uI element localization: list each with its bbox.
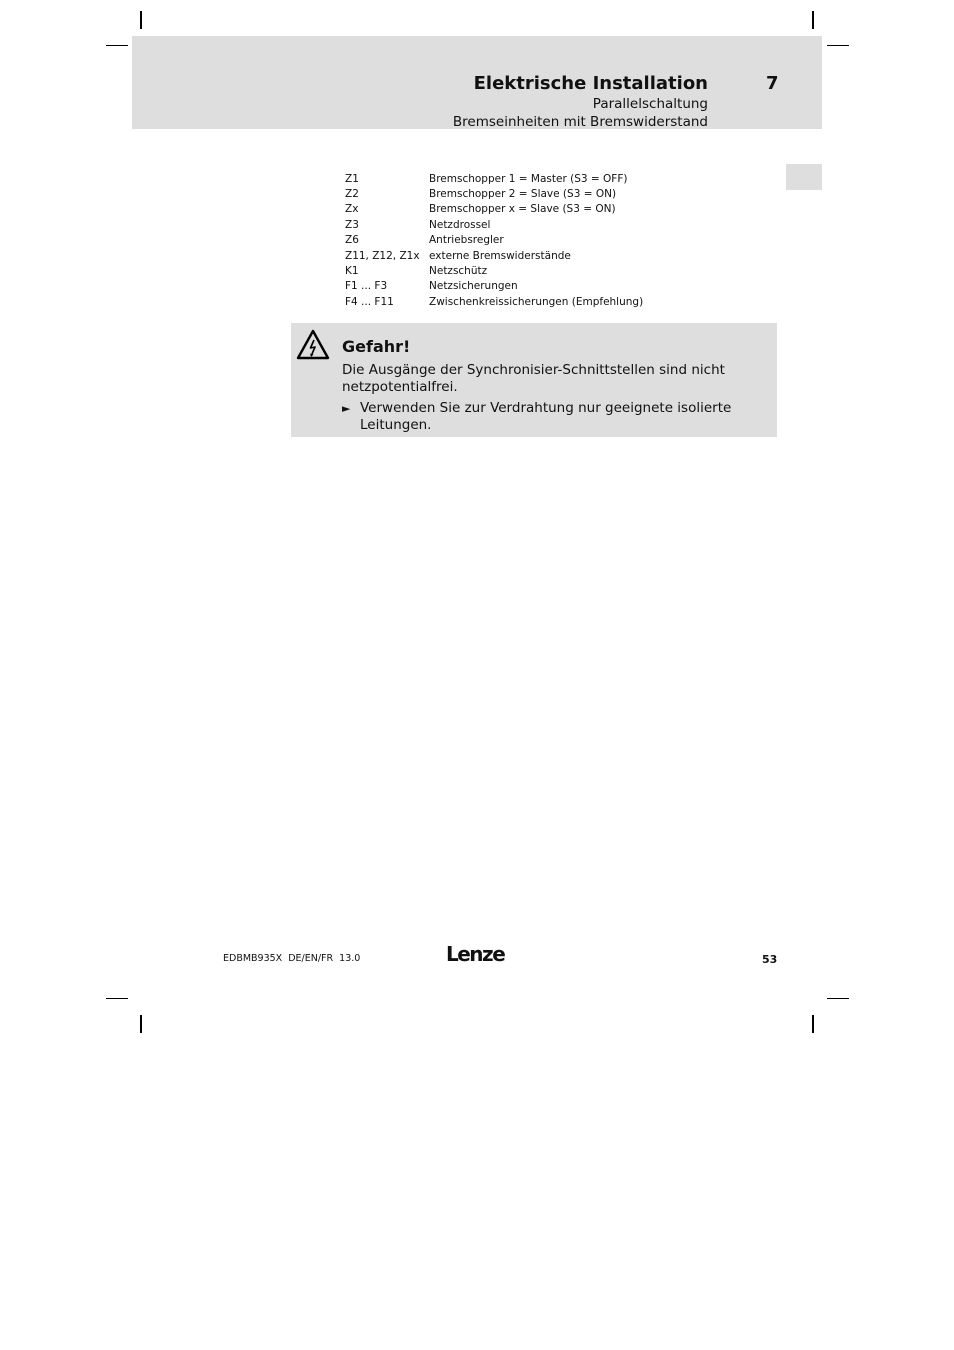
crop-mark — [827, 998, 849, 999]
table-row — [345, 171, 643, 186]
legend-description: externe Bremswiderstände — [429, 249, 571, 262]
chapter-side-tab — [786, 164, 822, 190]
table-row — [345, 202, 643, 217]
danger-title: Gefahr! — [342, 337, 411, 356]
danger-action-item — [342, 400, 762, 434]
legend-description: Antriebsregler — [429, 234, 504, 247]
section-subtitle: Parallelschaltung — [592, 96, 708, 112]
table-row — [345, 233, 643, 248]
legend-code: Z1 — [345, 172, 359, 185]
crop-mark — [812, 11, 814, 29]
legend-code: Z2 — [345, 188, 359, 201]
legend-description: Netzdrossel — [429, 218, 491, 231]
table-row — [345, 217, 643, 232]
page-number: 53 — [762, 953, 778, 966]
legend-code: Z11, Z12, Z1x — [345, 249, 420, 262]
lenze-logo: Lenze — [446, 942, 505, 966]
danger-text: Die Ausgänge der Synchronisier-Schnittstellen sind nicht netzpotentialfrei. — [342, 362, 725, 395]
legend-code: F4 ... F11 — [345, 295, 394, 308]
table-row — [345, 186, 643, 201]
danger-action-text: Verwenden Sie zur Verdrahtung nur geeignete isolierte Leitungen. — [360, 400, 732, 433]
legend-code: F1 ... F3 — [345, 280, 388, 293]
crop-mark — [140, 1015, 142, 1033]
legend-description: Zwischenkreissicherungen (Empfehlung) — [429, 295, 644, 308]
crop-mark — [106, 998, 128, 999]
danger-notice — [291, 323, 777, 437]
legend-description: Netzschütz — [429, 265, 488, 278]
chapter-title: Elektrische Installation — [473, 73, 708, 94]
legend-table — [345, 171, 643, 310]
document-id: EDBMB935X DE/EN/FR 13.0 — [223, 953, 361, 964]
crop-mark — [812, 1015, 814, 1033]
table-row — [345, 279, 643, 294]
legend-description: Bremschopper 2 = Slave (S3 = ON) — [429, 188, 617, 201]
table-row — [345, 248, 643, 263]
arrow-right-icon: ► — [342, 402, 351, 415]
legend-code: Z3 — [345, 218, 359, 231]
chapter-number: 7 — [766, 73, 779, 94]
table-row — [345, 294, 643, 309]
legend-description: Bremschopper x = Slave (S3 = ON) — [429, 203, 616, 216]
crop-mark — [140, 11, 142, 29]
legend-description: Bremschopper 1 = Master (S3 = OFF) — [429, 172, 628, 185]
legend-code: Z6 — [345, 234, 359, 247]
legend-code: K1 — [345, 265, 359, 278]
crop-mark — [827, 45, 849, 46]
table-row — [345, 263, 643, 278]
section-subtitle: Bremseinheiten mit Bremswiderstand — [452, 114, 708, 130]
legend-description: Netzsicherungen — [429, 280, 518, 293]
crop-mark — [106, 45, 128, 46]
warning-lightning-icon — [296, 329, 330, 361]
legend-code: Zx — [345, 203, 359, 216]
